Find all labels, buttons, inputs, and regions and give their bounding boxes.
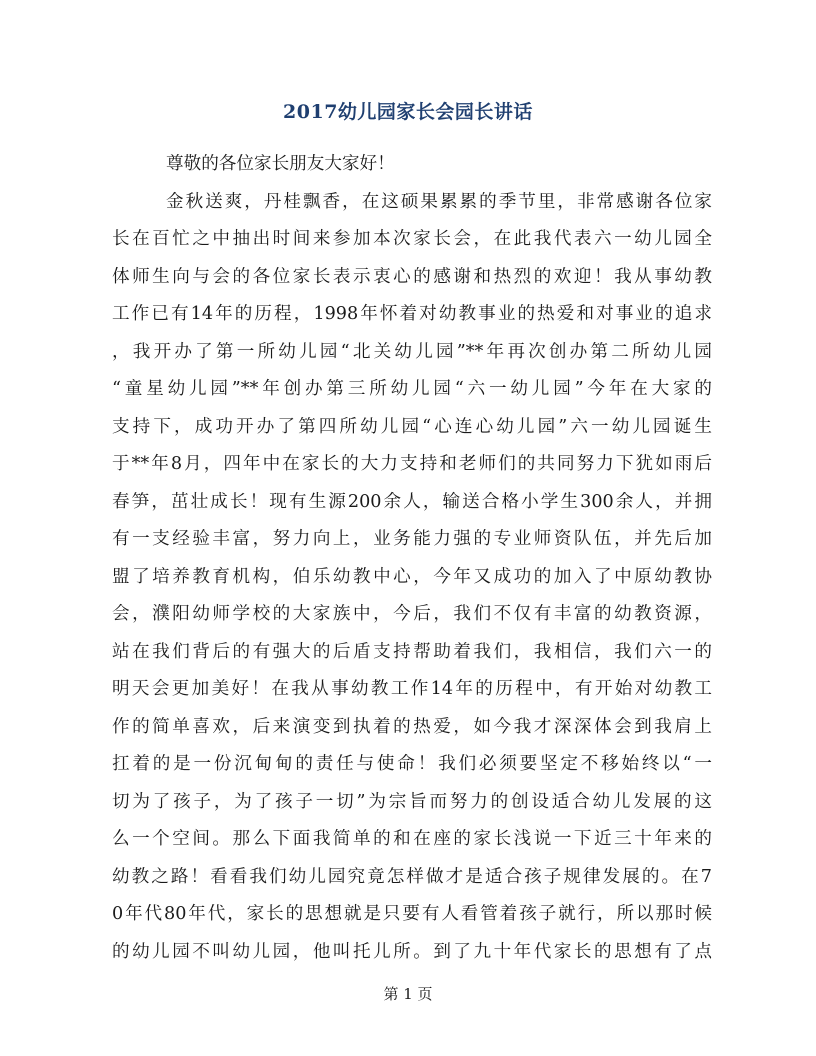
- paragraph-line: 站在我们背后的有强大的后盾支持帮助着我们，我相信，我们六一的: [112, 641, 712, 662]
- paragraph-line: 工作已有14年的历程，1998年怀着对幼教事业的热爱和对事业的追求: [112, 304, 712, 324]
- paragraph-line: 金秋送爽，丹桂飘香，在这硕果累累的季节里，非常感谢各位家: [166, 191, 712, 212]
- paragraph-line: 体师生向与会的各位家长表示衷心的感谢和热烈的欢迎！我从事幼教: [112, 266, 712, 287]
- paragraph-line: 支持下，成功开办了第四所幼儿园“心连心幼儿园”六一幼儿园诞生: [112, 416, 712, 437]
- page-number: 第 1 页: [383, 985, 433, 1003]
- paragraph-line: 扛着的是一份沉甸甸的责任与使命！我们必须要坚定不移始终以“一: [112, 754, 712, 774]
- paragraph-line: 明天会更加美好！在我从事幼教工作14年的历程中，有开始对幼教工: [112, 679, 712, 699]
- paragraph-line: “童星幼儿园”**年创办第三所幼儿园“六一幼儿园”今年在大家的: [112, 379, 712, 399]
- paragraph-line: 0年代80年代，家长的思想就是只要有人看管着孩子就行，所以那时候: [112, 904, 712, 924]
- paragraph-line: ，我开办了第一所幼儿园“北关幼儿园”**年再次创办第二所幼儿园: [112, 341, 712, 362]
- paragraph-line: 作的简单喜欢，后来演变到执着的热爱，如今我才深深体会到我肩上: [112, 716, 712, 737]
- paragraph-line: 长在百忙之中抽出时间来参加本次家长会，在此我代表六一幼儿园全: [112, 229, 712, 249]
- document-body: [112, 146, 712, 971]
- page-title: 2017幼儿园家长会园长讲话: [283, 101, 533, 123]
- paragraph-line: 有一支经验丰富，努力向上，业务能力强的专业师资队伍，并先后加: [112, 529, 712, 549]
- paragraph-line: 么一个空间。那么下面我简单的和在座的家长浅说一下近三十年来的: [112, 829, 712, 849]
- paragraph-line: 会，濮阳幼师学校的大家族中，今后，我们不仅有丰富的幼教资源，: [112, 604, 712, 624]
- paragraph-line: 于**年8月，四年中在家长的大力支持和老师们的共同努力下犹如雨后: [112, 454, 712, 474]
- paragraph-line: 切为了孩子，为了孩子一切”为宗旨而努力的创设适合幼儿发展的这: [112, 791, 712, 812]
- paragraph-line: 春笋，茁壮成长！现有生源200余人，输送合格小学生300余人，并拥: [112, 491, 712, 512]
- paragraph-line: 幼教之路！看看我们幼儿园究竟怎样做才是适合孩子规律发展的。在7: [112, 866, 712, 887]
- paragraph-line: 的幼儿园不叫幼儿园，他叫托儿所。到了九十年代家长的思想有了点: [112, 941, 712, 962]
- paragraph-line: 盟了培养教育机构，伯乐幼教中心，今年又成功的加入了中原幼教协: [112, 566, 712, 587]
- greeting-line: 尊敬的各位家长朋友大家好！: [166, 154, 395, 174]
